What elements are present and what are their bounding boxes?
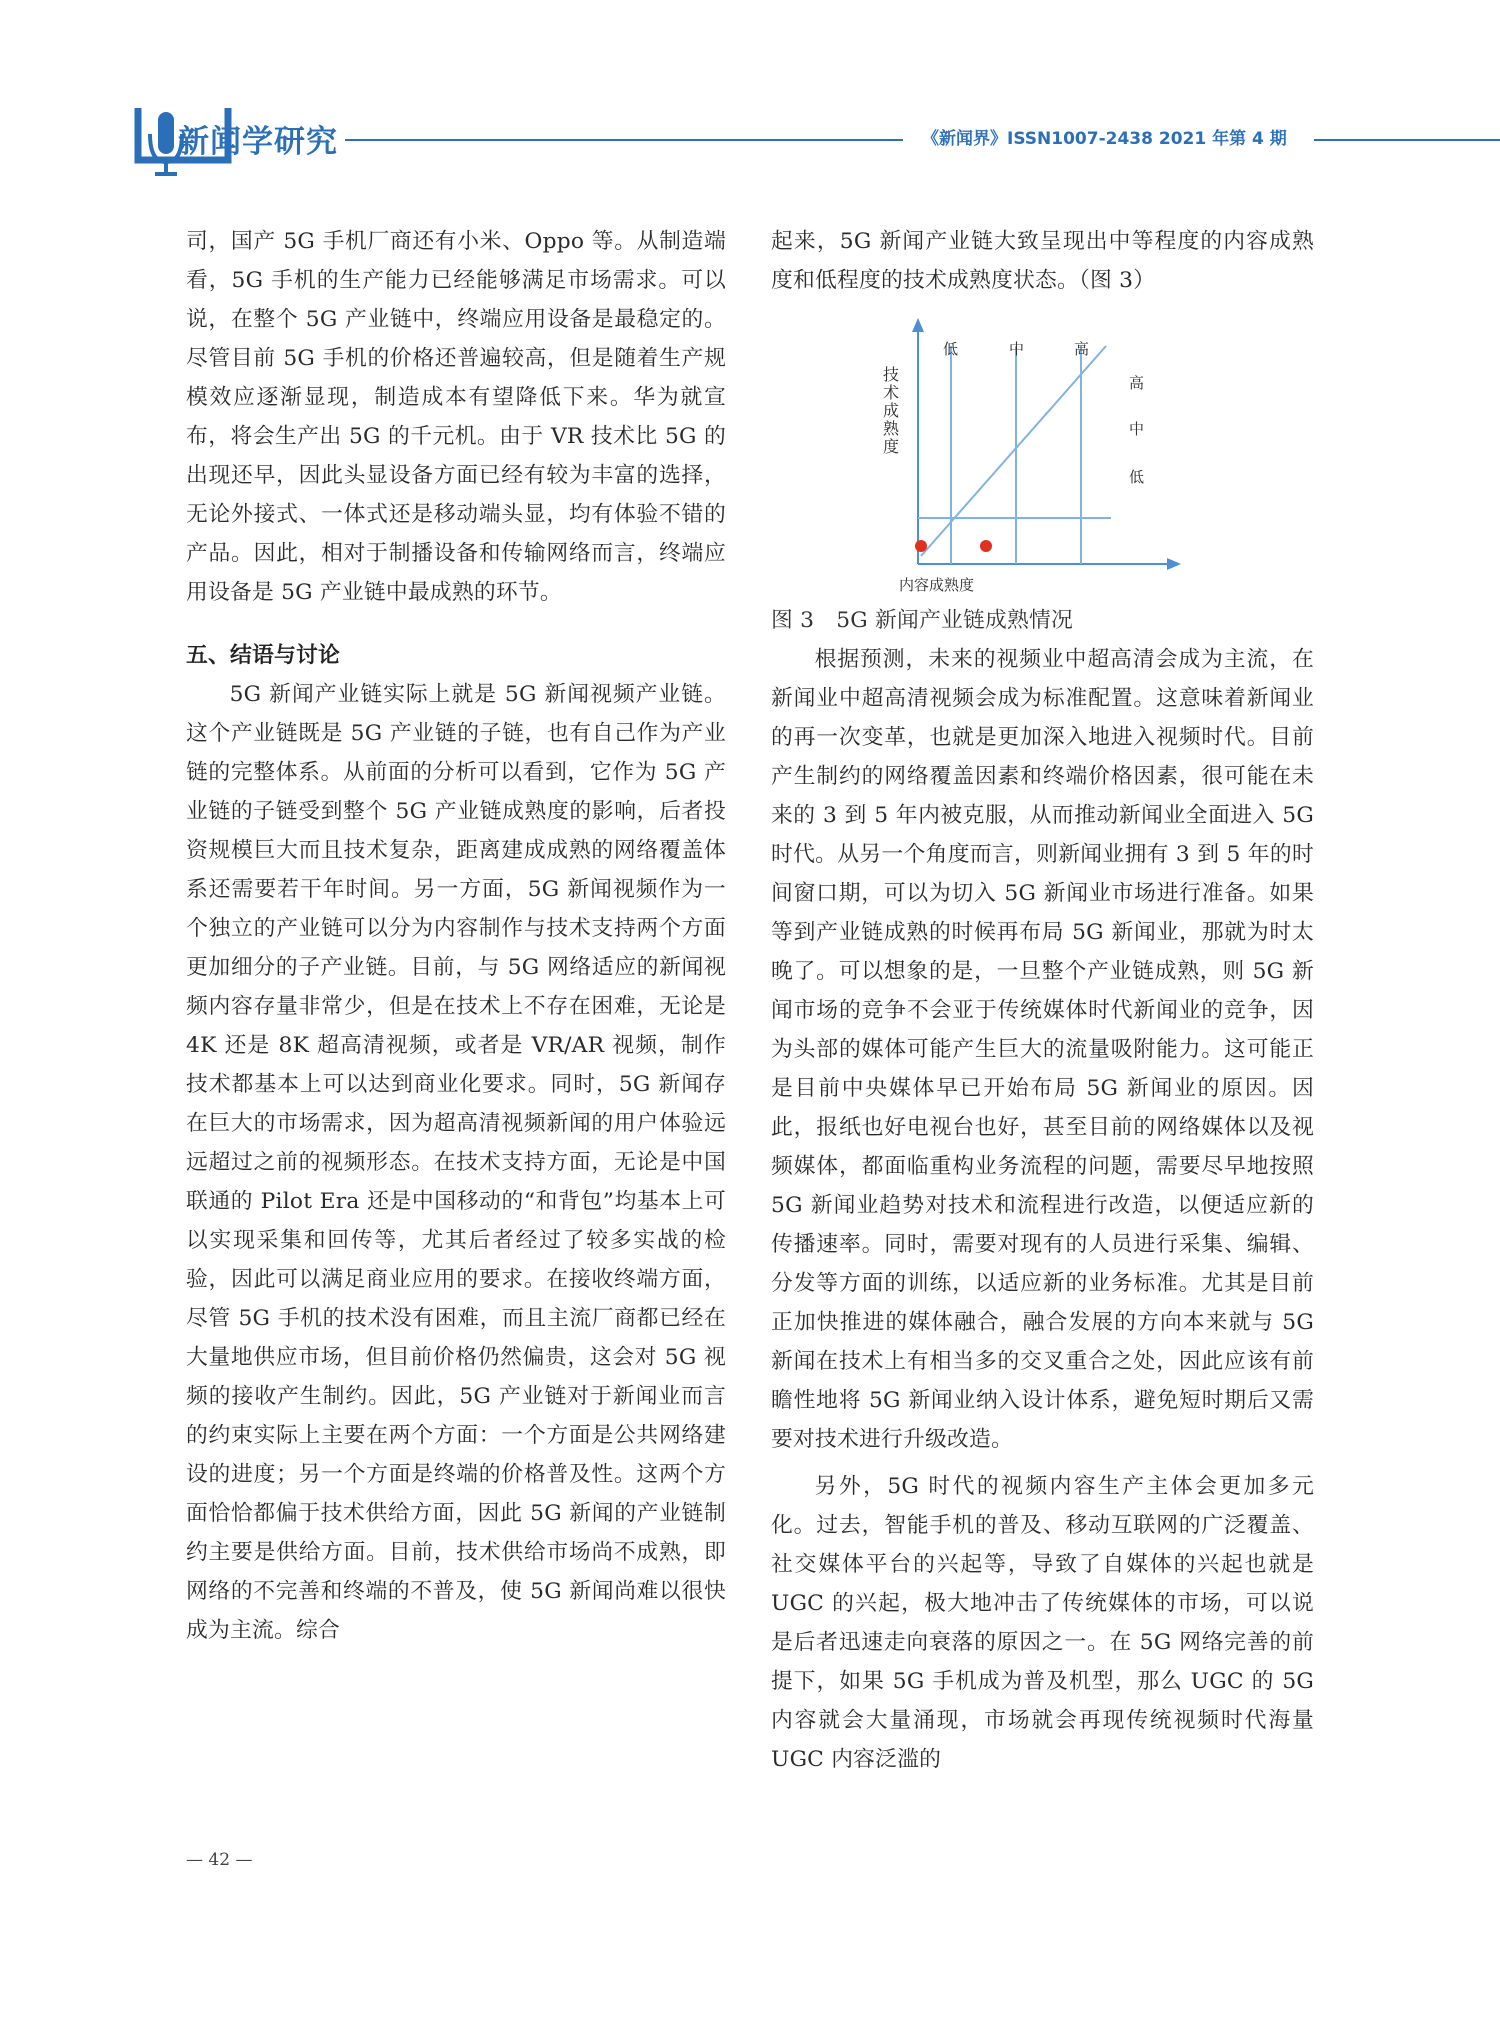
maturity-diagram bbox=[771, 306, 1314, 601]
y-axis-label: 技术成熟度 bbox=[882, 365, 899, 456]
side-label-high: 高 bbox=[1129, 374, 1145, 392]
section-heading: 五、结语与讨论 bbox=[186, 643, 340, 668]
level-label-mid: 中 bbox=[1009, 340, 1025, 358]
level-label-low: 低 bbox=[943, 340, 959, 358]
figure-3 bbox=[771, 306, 1314, 601]
journal-info: 《新闻界》ISSN1007-2438 2021 年第 4 期 bbox=[922, 129, 1287, 149]
y-axis-arrow bbox=[912, 318, 924, 332]
left-column bbox=[186, 222, 726, 1650]
side-label-mid: 中 bbox=[1129, 420, 1145, 438]
paragraph: 根据预测，未来的视频业中超高清会成为主流，在新闻业中超高清视频会成为标准配置。这意味着新闻业的再一次变革，也就是更加深入地进入视频时代。目前产生制约的网络覆盖因素和终端价格因素，很可能在未来的 3 到 5 年内被克服，从而推动新闻业全面进入 5G 时代。从另一个角度而言，则新闻业拥有 3 到 5 年的时间窗口期，可以为切入 5G 新闻业市场进行准备。如果等到产业链成熟的时候再布局 5G 新闻业，那就为时太晚了。可以想象的是，一旦整个产业链成熟，则 5G 新闻市场的竞争不会亚于传统媒体时代新闻业的竞争，因为头部的媒体可能产生巨大的流量吸附能力。这可能正是目前中央媒体早已开始布局 5G 新闻业的原因。因此，报纸也好电视台也好，甚至目前的网络媒体以及视频媒体，都面临重构业务流程的问题，需要尽早地按照 5G 新闻业趋势对技术和流程进行改造，以便适应新的传播速率。同时，需要对现有的人员进行采集、编辑、分发等方面的训练，以适应新的业务标准。尤其是目前正加快推进的媒体融合，融合发展的方向本来就与 5G 新闻在技术上有相当多的交叉重合之处，因此应该有前瞻性地将 5G 新闻业纳入设计体系，避免短时期后又需要对技术进行升级改造。 bbox=[771, 647, 1314, 1452]
diagonal-trend-line bbox=[921, 346, 1106, 556]
header-rule-left bbox=[345, 139, 903, 141]
paragraph: 5G 新闻产业链实际上就是 5G 新闻视频产业链。这个产业链既是 5G 产业链的子链，也有自己作为产业链的完整体系。从前面的分析可以看到，它作为 5G 产业链的子链受到整个 5G 产业链成熟度的影响，后者投资规模巨大而且技术复杂，距离建成成熟的网络覆盖体系还需要若干年时间。另一方面，5G 新闻视频作为一个独立的产业链可以分为内容制作与技术支持两个方面更加细分的子产业链。目前，与 5G 网络适应的新闻视频内容存量非常少，但是在技术上不存在困难，无论是 4K 还是 8K 超高清视频，或者是 VR/AR 视频，制作技术都基本上可以达到商业化要求。同时，5G 新闻存在巨大的市场需求，因为超高清视频新闻的用户体验远远超过之前的视频形态。在技术支持方面，无论是中国联通的 Pilot Era 还是中国移动的“和背包”均基本上可以实现采集和回传等，尤其后者经过了较多实战的检验，因此可以满足商业应用的要求。在接收终端方面，尽管 5G 手机的技术没有困难，而且主流厂商都已经在大量地供应市场，但目前价格仍然偏贵，这会对 5G 视频的接收产生制约。因此，5G 产业链对于新闻业而言的约束实际上主要在两个方面：一个方面是公共网络建设的进度；另一个方面是终端的价格普及性。这两个方面恰恰都偏于技术供给方面，因此 5G 新闻的产业链制约主要是供给方面。目前，技术供给市场尚不成熟，即网络的不完善和终端的不普及，使 5G 新闻尚难以很快成为主流。综合 bbox=[186, 682, 726, 1643]
page-number: — 42 — bbox=[186, 1850, 253, 1870]
maturity-point-1 bbox=[915, 540, 927, 552]
paragraph: 司，国产 5G 手机厂商还有小米、Oppo 等。从制造端看，5G 手机的生产能力已经能够满足市场需求。可以说，在整个 5G 产业链中，终端应用设备是最稳定的。尽管目前 5G 手机的价格还普遍较高，但是随着生产规模效应逐渐显现，制造成本有望降低下来。华为就宣布，将会生产出 5G 的千元机。由于 VR 技术比 5G 的出现还早，因此头显设备方面已经有较为丰富的选择，无论外接式、一体式还是移动端头显，均有体验不错的产品。因此，相对于制播设备和传输网络而言，终端应用设备是 5G 产业链中最成熟的环节。 bbox=[186, 229, 726, 605]
level-label-high: 高 bbox=[1074, 340, 1090, 358]
header-rule-right bbox=[1314, 139, 1500, 141]
x-axis-label: 内容成熟度 bbox=[899, 576, 975, 594]
right-column bbox=[771, 222, 1314, 1779]
x-axis-arrow bbox=[1167, 558, 1181, 570]
section-title: 新闻学研究 bbox=[178, 124, 338, 160]
figure-caption: 图 3 5G 新闻产业链成熟情况 bbox=[771, 608, 1073, 633]
side-label-low: 低 bbox=[1129, 468, 1145, 486]
maturity-point-2 bbox=[980, 540, 992, 552]
paragraph: 起来，5G 新闻产业链大致呈现出中等程度的内容成熟度和低程度的技术成熟度状态。（图 3） bbox=[771, 229, 1314, 293]
paragraph: 另外，5G 时代的视频内容生产主体会更加多元化。过去，智能手机的普及、移动互联网的广泛覆盖、社交媒体平台的兴起等，导致了自媒体的兴起也就是 UGC 的兴起，极大地冲击了传统媒体的市场，可以说是后者迅速走向衰落的原因之一。在 5G 网络完善的前提下，如果 5G 手机成为普及机型，那么 UGC 的 5G 内容就会大量涌现，市场就会再现传统视频时代海量 UGC 内容泛滥的 bbox=[771, 1474, 1314, 1772]
